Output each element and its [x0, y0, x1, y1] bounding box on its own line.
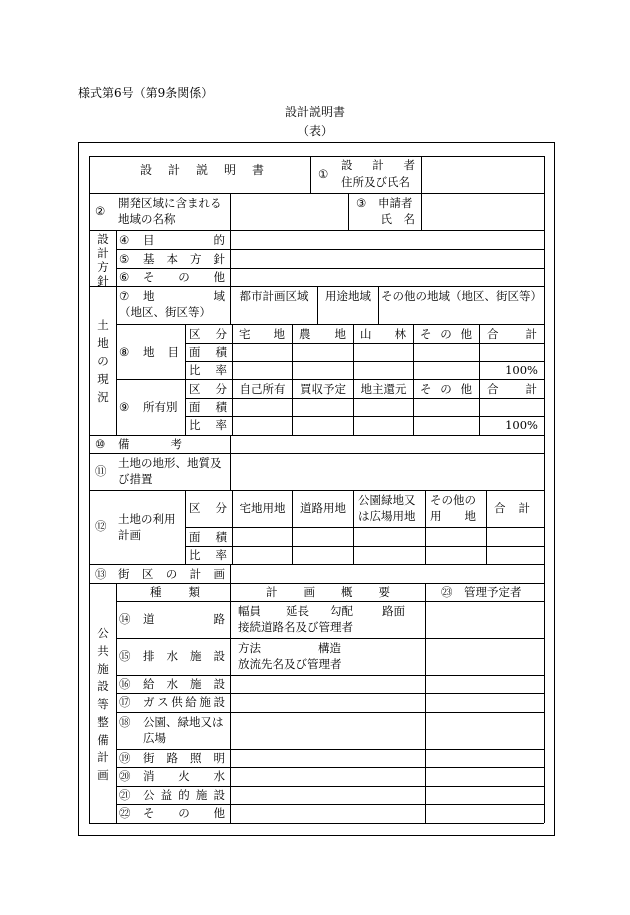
- land-use-label-1: 土地の利用: [118, 512, 176, 526]
- land-use-col-road: 道路用地: [300, 501, 346, 515]
- land-category-col-farmland: 農地: [299, 327, 346, 341]
- street-light-number: ⑲: [119, 751, 131, 765]
- public-header-manager-number: ㉓: [441, 585, 453, 599]
- designer-sub-label: 住所及び氏名: [341, 175, 410, 189]
- land-category-row-ratio: 比率: [189, 363, 227, 377]
- water-supply-number: ⑯: [119, 677, 131, 691]
- applicant-value[interactable]: [422, 194, 543, 229]
- ownership-col-total: 合計: [487, 382, 537, 396]
- water-supply-label: 給水施設: [143, 677, 225, 691]
- designer-number: ①: [318, 167, 329, 181]
- gas-supply-number: ⑰: [119, 695, 131, 709]
- land-use-label-2: 計画: [118, 528, 141, 542]
- road-label: 道路: [143, 612, 225, 626]
- district-col-zoning: 用途地域: [325, 289, 371, 303]
- land-category-col-total: 合計: [487, 327, 537, 341]
- ownership-col-purchase: 買収予定: [300, 382, 346, 396]
- drainage-label: 排水施設: [143, 649, 225, 663]
- public-header-type: 種類: [150, 585, 200, 599]
- district-col-city-planning: 都市計画区域: [239, 289, 309, 303]
- park-number: ⑱: [119, 715, 131, 729]
- land-category-col-other: その他: [420, 327, 472, 341]
- designer-label-text: 設 計 者: [341, 158, 415, 172]
- ownership-number: ⑨: [119, 400, 130, 414]
- remarks-label: 備考: [118, 437, 182, 451]
- land-category-col-residential: 宅地: [239, 327, 285, 341]
- land-use-col-residential: 宅地用地: [239, 501, 286, 515]
- applicant-number: ③: [356, 196, 367, 210]
- remarks-number: ⑩: [95, 437, 106, 451]
- ownership-col-own: 自己所有: [239, 382, 286, 396]
- land-use-col-other-1: その他の: [430, 493, 476, 507]
- road-number: ⑭: [119, 612, 131, 626]
- fire-water-number: ⑳: [119, 769, 131, 783]
- land-use-col-park-2: は広場用地: [358, 509, 416, 523]
- area-name-label-1: 開発区域に含まれる: [118, 196, 222, 210]
- road-width: 幅員: [238, 604, 261, 618]
- land-category-total-ratio: 100%: [505, 363, 538, 377]
- public-other-number: ㉒: [119, 806, 131, 820]
- document-subtitle: （表）: [296, 124, 333, 138]
- road-surface: 路面: [382, 604, 405, 618]
- land-use-col-other-2: 用 地: [430, 509, 476, 523]
- land-use-row-class: 区分: [189, 501, 227, 515]
- area-name-label-2: 地域の名称: [118, 212, 176, 226]
- gas-supply-label: ガス供給施設: [143, 695, 225, 709]
- drainage-method: 方法: [238, 641, 261, 655]
- ownership-label: 所有別: [143, 400, 178, 414]
- district-label: 地域: [143, 289, 225, 303]
- land-use-col-total: 合計: [494, 501, 530, 515]
- block-plan-number: ⑬: [95, 567, 107, 581]
- public-header-overview: 計画概要: [266, 585, 390, 599]
- form-main-title: 設 計 説 明 書: [140, 163, 267, 177]
- drainage-structure: 構造: [318, 641, 341, 655]
- fire-water-label: 消火水: [143, 769, 225, 783]
- road-slope: 勾配: [330, 604, 353, 618]
- applicant-label-2: 氏 名: [380, 212, 415, 226]
- district-sub-label: （地区、街区等）: [119, 305, 211, 319]
- park-label-1: 公園、緑地又は: [143, 715, 224, 729]
- form-number: 様式第6号（第9条関係）: [78, 86, 214, 100]
- land-use-row-area: 面積: [189, 530, 227, 544]
- district-number: ⑦: [119, 289, 130, 303]
- land-category-row-area: 面積: [189, 345, 227, 359]
- land-category-number: ⑧: [119, 345, 130, 359]
- designer-value[interactable]: [422, 157, 543, 192]
- road-connection: 接続道路名及び管理者: [238, 620, 353, 634]
- ownership-row-ratio: 比率: [189, 418, 227, 432]
- applicant-label-1: 申請者: [378, 196, 413, 210]
- land-category-col-forest: 山林: [360, 327, 406, 341]
- basic-policy-number: ⑤: [119, 252, 130, 266]
- policy-other-label: その他: [143, 270, 225, 284]
- drainage-outlet: 放流先名及び管理者: [238, 657, 342, 671]
- terrain-label-1: 土地の地形、地質及: [118, 456, 222, 470]
- terrain-number: ⑪: [95, 464, 107, 478]
- ownership-col-other: その他: [420, 382, 472, 396]
- ownership-row-area: 面積: [189, 400, 227, 414]
- public-header-manager: 管理予定者: [464, 585, 522, 599]
- purpose-label: 目的: [143, 233, 225, 247]
- road-length: 延長: [286, 604, 309, 618]
- block-plan-label: 街区の計画: [118, 567, 225, 581]
- drainage-number: ⑮: [119, 649, 131, 663]
- public-benefit-label: 公益的施設: [143, 788, 225, 802]
- ownership-row-class: 区分: [189, 382, 227, 396]
- designer-label: [341, 158, 415, 172]
- street-light-label: 街路照明: [143, 751, 225, 765]
- design-policy-group-label: 設 計 方 針: [97, 232, 109, 288]
- area-name-value[interactable]: [231, 194, 347, 229]
- area-name-number: ②: [95, 204, 106, 218]
- land-use-number: ⑫: [95, 519, 107, 533]
- park-label-2: 広場: [143, 731, 166, 745]
- terrain-label-2: び措置: [118, 472, 153, 486]
- land-category-label: 地目: [143, 345, 179, 359]
- land-use-col-park-1: 公園緑地又: [358, 493, 416, 507]
- ownership-total-ratio: 100%: [505, 418, 538, 432]
- ownership-col-return: 地主還元: [360, 382, 407, 396]
- basic-policy-label: 基本方針: [143, 252, 225, 266]
- policy-other-number: ⑥: [119, 270, 130, 284]
- document-title: 設計説明書: [284, 105, 345, 119]
- district-col-other: その他の地域（地区、街区等）: [381, 289, 542, 303]
- purpose-number: ④: [119, 233, 130, 247]
- public-other-label: その他: [143, 806, 225, 820]
- land-group-label: 土 地 の 現 況: [97, 318, 109, 404]
- public-group-label: 公 共 施 設 等 整 備 計 画: [97, 626, 109, 782]
- land-category-row-class: 区分: [189, 327, 227, 341]
- public-benefit-number: ㉑: [119, 788, 131, 802]
- land-use-row-ratio: 比率: [189, 548, 227, 562]
